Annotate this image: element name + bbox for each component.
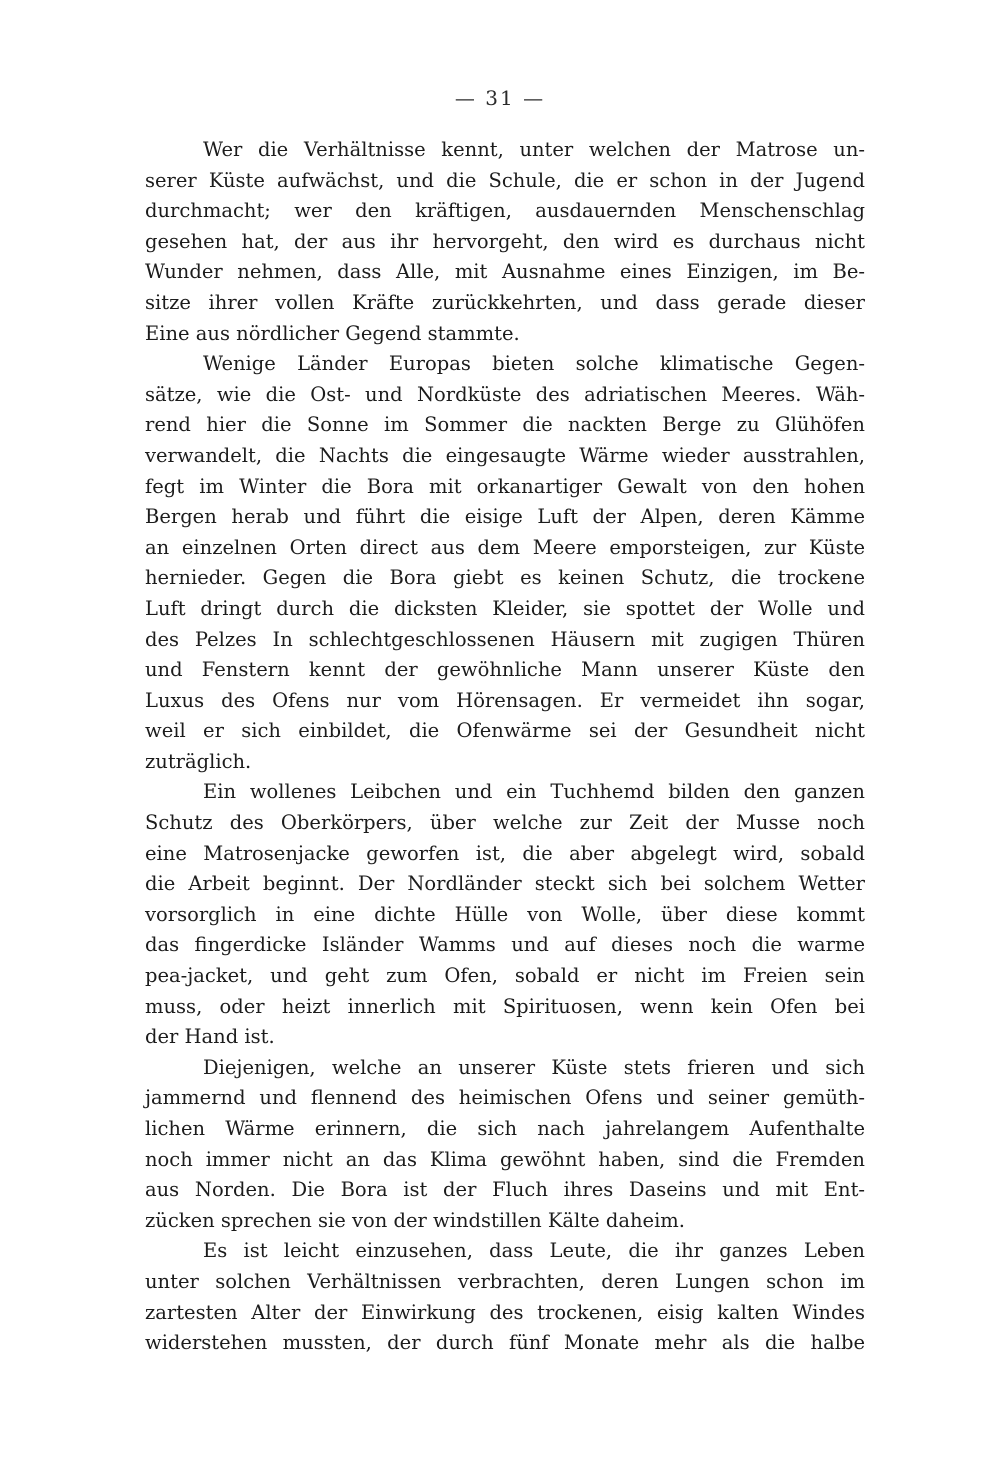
text-line: die Arbeit beginnt. Der Nordländer steckt sich bei solchem Wetter xyxy=(145,872,865,896)
text-line: unter solchen Verhältnissen verbrachten, deren Lungen schon im xyxy=(145,1269,865,1293)
text-line: Eine aus nördlicher Gegend stammte. xyxy=(145,321,520,345)
text-line: des Pelzes In schlechtgeschlossenen Häusern mit zugigen Thüren xyxy=(145,627,865,651)
text-line: zücken sprechen sie von der windstillen Kälte daheim. xyxy=(145,1208,685,1232)
text-line: eine Matrosenjacke geworfen ist, die aber abgelegt wird, sobald xyxy=(145,841,865,865)
text-line: aus Norden. Die Bora ist der Fluch ihres Daseins und mit Ent- xyxy=(145,1178,865,1202)
text-line: Luxus des Ofens nur vom Hörensagen. Er vermeidet ihn sogar, xyxy=(145,688,865,712)
text-line: Wenige Länder Europas bieten solche klimatische Gegen- xyxy=(203,352,865,376)
text-line: Wunder nehmen, dass Alle, mit Ausnahme eines Einzigen, im Be- xyxy=(145,260,865,284)
text-line: Es ist leicht einzusehen, dass Leute, die ihr ganzes Leben xyxy=(203,1239,865,1263)
body-text xyxy=(145,135,865,1359)
text-line: rend hier die Sonne im Sommer die nackten Berge zu Glühöfen xyxy=(145,413,865,437)
text-line: lichen Wärme erinnern, die sich nach jahrelangem Aufenthalte xyxy=(145,1117,865,1140)
text-line: Ein wollenes Leibchen und ein Tuchhemd bilden den ganzen xyxy=(203,780,865,804)
page-number: — 31 — xyxy=(454,86,546,110)
text-line: widerstehen mussten, der durch fünf Monate mehr als die halbe xyxy=(145,1331,865,1355)
text-line: Luft dringt durch die dicksten Kleider, sie spottet der Wolle und xyxy=(145,596,865,620)
text-line: sätze, wie die Ost- und Nordküste des adriatischen Meeres. Wäh- xyxy=(145,382,865,406)
text-line: pea-jacket, und geht zum Ofen, sobald er nicht im Freien sein xyxy=(145,964,865,988)
text-line: das fingerdicke Isländer Wamms und auf dieses noch die warme xyxy=(145,933,865,957)
text-line: zuträglich. xyxy=(145,749,252,773)
text-line: Bergen herab und führt die eisige Luft der Alpen, deren Kämme xyxy=(145,505,865,529)
text-line: fegt im Winter die Bora mit orkanartiger Gewalt von den hohen xyxy=(145,474,865,498)
text-line: an einzelnen Orten direct aus dem Meere emporsteigen, zur Küste xyxy=(145,535,865,559)
text-line: gesehen hat, der aus ihr hervorgeht, den wird es durchaus nicht xyxy=(145,229,865,253)
text-line: und Fenstern kennt der gewöhnliche Mann unserer Küste den xyxy=(145,658,865,682)
text-line: muss, oder heizt innerlich mit Spirituosen, wenn kein Ofen bei xyxy=(145,994,865,1018)
text-line: jammernd und flennend des heimischen Ofens und seiner gemüth- xyxy=(145,1086,865,1110)
text-line: hernieder. Gegen die Bora giebt es keinen Schutz, die trockene xyxy=(145,566,865,590)
text-line: Diejenigen, welche an unserer Küste stets frieren und sich xyxy=(203,1055,865,1079)
text-line: vorsorglich in eine dichte Hülle von Wolle, über diese kommt xyxy=(145,902,865,926)
text-line: sitze ihrer vollen Kräfte zurückkehrten, und dass gerade dieser xyxy=(145,290,865,314)
text-line: noch immer nicht an das Klima gewöhnt haben, sind die Fremden xyxy=(145,1147,865,1171)
text-line: verwandelt, die Nachts die eingesaugte Wärme wieder ausstrahlen, xyxy=(145,443,865,467)
text-line: zartesten Alter der Einwirkung des trockenen, eisig kalten Windes xyxy=(145,1300,865,1324)
text-line: durchmacht; wer den kräftigen, ausdauernden Menschenschlag xyxy=(145,199,865,223)
text-line: weil er sich einbildet, die Ofenwärme sei der Gesundheit nicht xyxy=(145,719,865,743)
text-line: serer Küste aufwächst, und die Schule, die er schon in der Jugend xyxy=(145,168,865,192)
text-line: Wer die Verhältnisse kennt, unter welchen der Matrose un- xyxy=(203,138,865,161)
text-line: Schutz des Oberkörpers, über welche zur Zeit der Musse noch xyxy=(145,811,865,835)
text-line: der Hand ist. xyxy=(145,1025,275,1049)
